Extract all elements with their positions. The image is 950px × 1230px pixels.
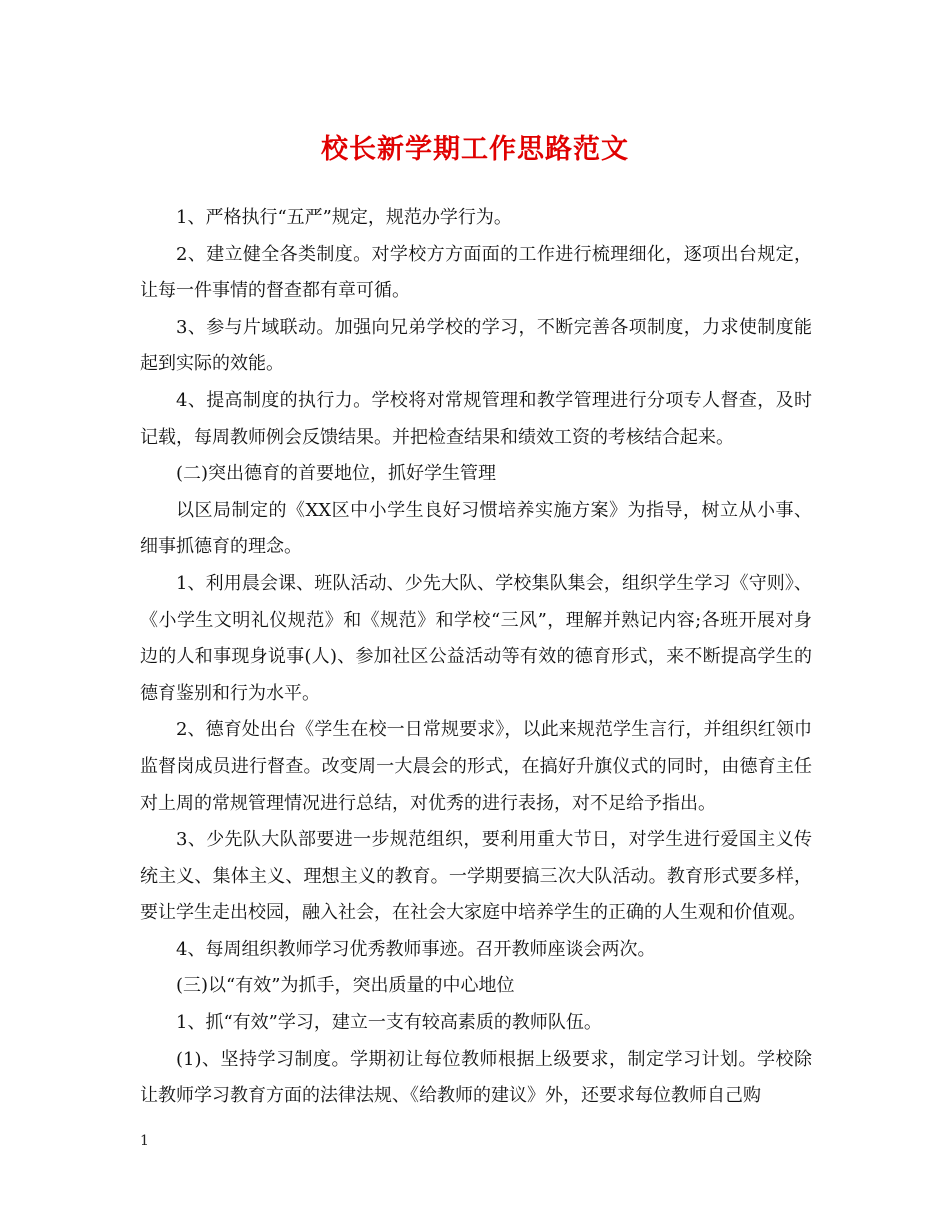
paragraph: 2、建立健全各类制度。对学校方方面面的工作进行梳理细化，逐项出台规定，让每一件事情的督查都有章可循。 <box>140 243 812 302</box>
section-heading: (二)突出德育的首要地位，抓好学生管理 <box>176 463 497 485</box>
document-title: 校长新学期工作思路范文 <box>321 134 629 165</box>
paragraph: 3、少先队大队部要进一步规范组织，要利用重大节日，对学生进行爱国主义传统主义、集体主义、理想主义的教育。一学期要搞三次大队活动。教育形式要多样，要让学生走出校园，融入社会，在社会大家庭中培养学生的正确的人生观和价值观。 <box>140 829 812 924</box>
page-number: 1 <box>140 1133 149 1149</box>
paragraph: 1、抓“有效”学习，建立一支有较高素质的教师队伍。 <box>176 1012 602 1034</box>
paragraph: 1、利用晨会课、班队活动、少先大队、学校集队集会，组织学生学习《守则》、《小学生文明礼仪规范》和《规范》和学校“三风”，理解并熟记内容;各班开展对身边的人和事现身说事(人)、参加社区公益活动等有效的德育形式，来不断提高学生的德育鉴别和行为水平。 <box>140 572 812 704</box>
paragraph: (1)、坚持学习制度。学期初让每位教师根据上级要求，制定学习计划。学校除让教师学习教育方面的法律法规、《给教师的建议》外，还要求每位教师自己购 <box>140 1048 812 1107</box>
section-heading: (三)以“有效”为抓手，突出质量的中心地位 <box>176 975 515 997</box>
paragraph: 4、提高制度的执行力。学校将对常规管理和教学管理进行分项专人督查，及时记载，每周教师例会反馈结果。并把检查结果和绩效工资的考核结合起来。 <box>140 389 812 448</box>
paragraph: 3、参与片域联动。加强向兄弟学校的学习，不断完善各项制度，力求使制度能起到实际的效能。 <box>140 316 812 375</box>
paragraph: 4、每周组织教师学习优秀教师事迹。召开教师座谈会两次。 <box>176 938 656 960</box>
paragraph: 1、严格执行“五严”规定，规范办学行为。 <box>176 207 512 228</box>
document-body <box>140 200 812 1115</box>
paragraph: 2、德育处出台《学生在校一日常规要求》，以此来规范学生言行，并组织红领巾监督岗成员进行督查。改变周一大晨会的形式，在搞好升旗仪式的同时，由德育主任对上周的常规管理情况进行总结，对优秀的进行表扬，对不足给予指出。 <box>140 719 812 814</box>
paragraph: 以区局制定的《XX区中小学生良好习惯培养实施方案》为指导，树立从小事、细事抓德育的理念。 <box>140 499 812 558</box>
